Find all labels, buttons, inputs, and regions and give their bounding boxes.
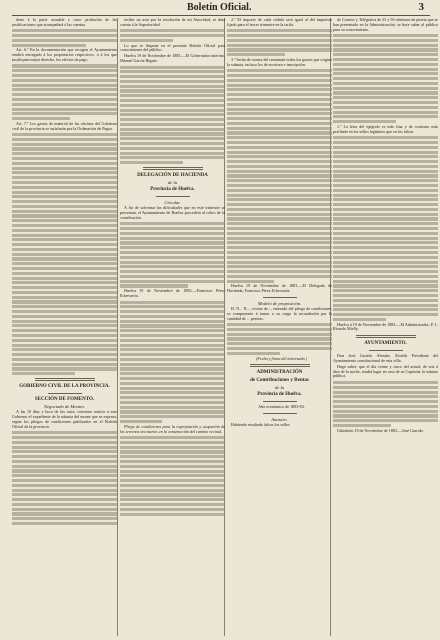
text-block: [333, 381, 438, 427]
divider: [156, 196, 190, 197]
paragraph: 3.º Serán de cuenta del rematante todos los gastos que origine la subasta, incluso los de escritura e inscripción.: [227, 56, 332, 67]
section-heading-connector: de la: [167, 180, 178, 186]
divider: [263, 297, 297, 298]
text-block: [120, 436, 225, 516]
text-block: [120, 29, 225, 42]
page-number: 3: [418, 1, 424, 13]
section-heading: GOBIERNO CIVIL DE LA PROVINCIA.: [19, 384, 110, 390]
paragraph: Art. 7.º Los gastos de material de las oficinas del Gobierno civil de la provincia se satisfarán por la Ordenación de Pagos.: [12, 120, 117, 131]
paragraph: 1.º La letra del epígrafe es más fina y de contorno más perfilado en los sellos legítimos que en los falsos.: [333, 123, 438, 134]
column-3: [227, 18, 332, 638]
section-heading: AYUNTAMIENTO.: [364, 341, 407, 347]
paragraph: A fin de solventar las dificultades que en este trimestre se presentan, el Ayuntamiento de Huelva procederá al cobro de la contribución.: [120, 205, 225, 220]
text-block: [12, 64, 117, 120]
italic-heading: Pliego de condiciones para la expropiación y ocupación de los terrenos necesarios en la construcción del camino vecinal.: [120, 423, 225, 434]
signature-line: Huelva á 19 de Noviembre de 1883.—El Administrador, P. I., Ricardo Mielly.: [333, 321, 438, 332]
section-rule: [250, 364, 310, 367]
text-block: [333, 34, 438, 123]
text-block: [227, 69, 332, 282]
text-block: [227, 323, 332, 355]
section-subheading: Provincia de Huelva.: [150, 187, 195, 193]
column-divider: [117, 18, 118, 636]
department-label: Negociado de Montes.: [43, 404, 86, 410]
header-rule: [12, 15, 430, 16]
fiscal-year: Año económico de 1883-84.: [258, 404, 305, 410]
paragraph: Lo que se dispone en el presente Boletín Oficial para conocimiento del público.: [120, 42, 225, 53]
text-block: [12, 431, 117, 525]
paragraph: Art. 6.º En la documentación que recogen el Ayuntamiento rendirá entregado á los propietarios respectivos, ó á los que justifiquen mejor derecho, los efectos de pago.: [12, 47, 117, 62]
text-block: [333, 136, 438, 321]
section-subheading: de Contribuciones y Rentas: [250, 378, 309, 384]
signature-line: Huelva 19 de Noviembre de 1883.—El Gobernador interino, Manuel García Higuer.: [120, 53, 225, 64]
section-heading: ADMINISTRACIÓN: [256, 370, 303, 376]
notice-type: Circular.: [164, 200, 181, 206]
signature-line: Huelva 19 de Noviembre de 1883.—El Delegado de Hacienda, Francisco Pérez Echevarría.: [227, 283, 332, 294]
paragraph: 2.º El importe de cada cédula será igual al del impuesto fijado para el tercer trimestre en la tarifa.: [227, 18, 332, 27]
paragraph: dono á la parte actuable y com- probación de las justificaciones que acompañará á las cuentas.: [12, 18, 117, 27]
section-heading: DELEGACIÓN DE HACIENDA: [137, 173, 208, 179]
paragraph: de Correos y Telégrafos de 25 y 50 céntimos de peseta que se han presentado en la Administración, se hace saber al público para su conocimiento.: [333, 18, 438, 32]
divider: [48, 393, 82, 394]
section-rule: [35, 378, 95, 381]
text-block: [12, 29, 117, 46]
text-block: [120, 222, 225, 287]
page-header: [12, 0, 430, 14]
section-rule: [143, 167, 203, 170]
paragraph: D. N... N..., vecino de..., enterado del pliego de condiciones, se compromete á tomar a su cargo la recaudación por la cantidad de ... pesetas.: [227, 306, 332, 321]
paragraph: recibir un acta por la resolución de mi Autoridad, se dará cuenta á la Superioridad.: [120, 18, 225, 27]
column-4: [333, 18, 438, 638]
publication-title: Boletín Oficial.: [187, 2, 252, 13]
text-block: [12, 133, 117, 375]
section-heading-connector: de la: [274, 385, 285, 391]
paragraph: Habiendo resultado falsos los sellos: [231, 422, 290, 428]
paragraph: A las 10 días y hora de las once, conviene remitir á este Gobierno el expediente de la subasta del monte que se expresa, según los pliegos de condiciones publicados en el Boletín Oficial de la provincia.: [12, 409, 117, 429]
section-rule: [356, 335, 416, 338]
section-subheading: SECCIÓN DE FOMENTO.: [34, 397, 95, 403]
column-2: [120, 18, 225, 638]
text-block: [227, 29, 332, 56]
paragraph: Don José Garrido Alemán, Alcalde Presidente del Ayuntamiento constitucional de esta villa.: [333, 353, 438, 364]
divider: [263, 401, 297, 402]
divider: [369, 350, 403, 351]
column-1: [12, 18, 117, 638]
section-subheading: Provincia de Huelva.: [257, 392, 302, 398]
divider: [263, 413, 297, 414]
signature-line: Gibraleón 19 de Noviembre de 1883.—José Garrido.: [337, 427, 424, 433]
notice-type: Anuncio.: [271, 417, 288, 423]
model-heading: Modelo de proposición.: [257, 301, 302, 306]
paragraph: Hago saber: que el día veinte y cinco del actual, de seis á diez de la noche, tendrá lugar en casa de su Capitular la subasta pública.: [333, 363, 438, 379]
signature-note: (Fecha y firma del interesado.): [256, 355, 307, 361]
text-block: [120, 301, 225, 424]
text-block: [120, 66, 225, 165]
signature-line: Huelva 19 de Noviembre de 1883.—Francisco Pérez Echevarría.: [120, 288, 225, 299]
